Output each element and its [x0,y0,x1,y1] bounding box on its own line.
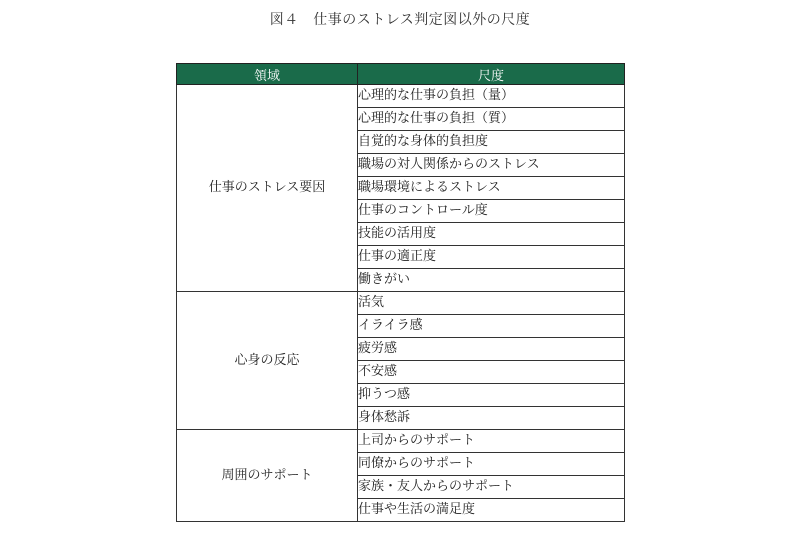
scale-item: 職場環境によるストレス [358,177,625,200]
domain-cell-support: 周囲のサポート [177,430,358,522]
table-row [177,292,625,315]
table-row [177,430,625,453]
scale-item: 活気 [358,292,625,315]
scale-item: 上司からのサポート [358,430,625,453]
scale-item: 仕事や生活の満足度 [358,499,625,522]
table-header-row [177,64,625,85]
scale-item: 不安感 [358,361,625,384]
figure-title: 図４ 仕事のストレス判定図以外の尺度 [269,12,531,28]
scale-item: 自覚的な身体的負担度 [358,131,625,154]
scale-item: 疲労感 [358,338,625,361]
scale-item: 身体愁訴 [358,407,625,430]
header-domain: 領域 [177,64,358,85]
scale-item: 働きがい [358,269,625,292]
scale-item: 心理的な仕事の負担（量） [358,85,625,108]
scale-item: 技能の活用度 [358,223,625,246]
header-scale: 尺度 [358,64,625,85]
scale-item: 家族・友人からのサポート [358,476,625,499]
scale-item: 職場の対人関係からのストレス [358,154,625,177]
domain-cell-job-stressors: 仕事のストレス要因 [177,85,358,292]
scale-table [176,63,625,522]
table-row [177,85,625,108]
scale-item: 心理的な仕事の負担（質） [358,108,625,131]
scale-item: イライラ感 [358,315,625,338]
scale-item: 仕事の適正度 [358,246,625,269]
scale-item: 同僚からのサポート [358,453,625,476]
scale-item: 仕事のコントロール度 [358,200,625,223]
scale-item: 抑うつ感 [358,384,625,407]
domain-cell-stress-reactions: 心身の反応 [177,292,358,430]
